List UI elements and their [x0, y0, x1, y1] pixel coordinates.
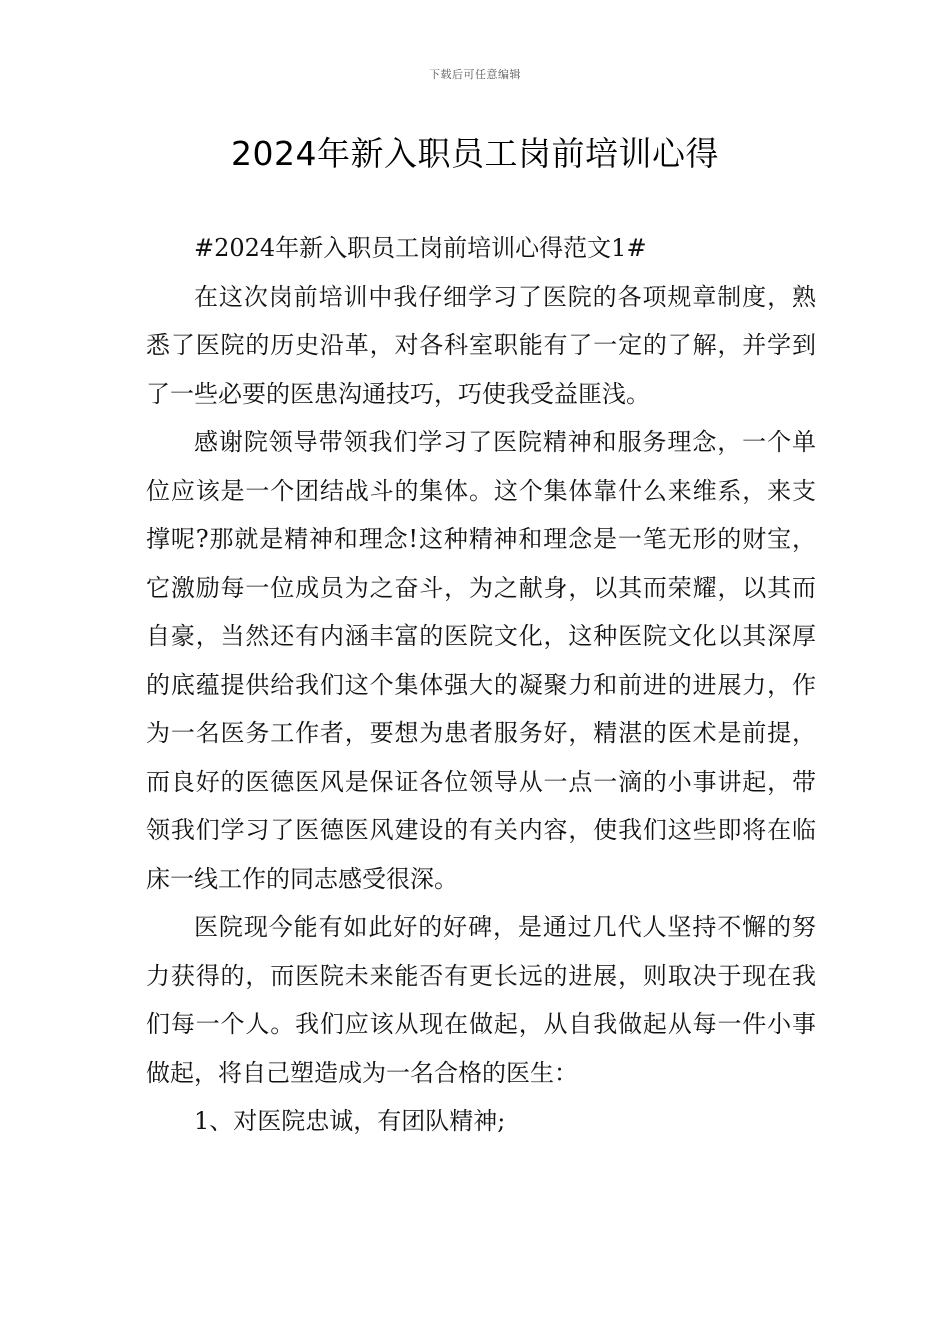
document-body: [146, 224, 816, 1146]
section-heading: #2024年新入职员工岗前培训心得范文1#: [194, 234, 647, 262]
document-title: 2024年新入职员工岗前培训心得: [231, 134, 719, 173]
list-item-1: 1、对医院忠诚，有团队精神;: [194, 1107, 506, 1135]
paragraph-3: 医院现今能有如此好的好碑，是通过几代人坚持不懈的努力获得的，而医院未来能否有更长远的进展，则取决于现在我们每一个人。我们应该从现在做起，从自我做起从每一件小事做起，将自己塑造成为一名合格的医生：: [146, 913, 816, 1087]
page-header-note: 下载后可任意编辑: [429, 68, 521, 81]
paragraph-2: 感谢院领导带领我们学习了医院精神和服务理念，一个单位应该是一个团结战斗的集体。这个集体靠什么来维系，来支撑呢?那就是精神和理念!这种精神和理念是一笔无形的财宝，它激励每一位成员为之奋斗，为之献身，以其而荣耀，以其而自豪，当然还有内涵丰富的医院文化，这种医院文化以其深厚的底蕴提供给我们这个集体强大的凝聚力和前进的进展力，作为一名医务工作者，要想为患者服务好，精湛的医术是前提，而良好的医德医风是保证各位领导从一点一滴的小事讲起，带领我们学习了医德医风建设的有关内容，使我们这些即将在临床一线工作的同志感受很深。: [146, 428, 816, 893]
paragraph-1: 在这次岗前培训中我仔细学习了医院的各项规章制度，熟悉了医院的历史沿革，对各科室职能有了一定的了解，并学到了一些必要的医患沟通技巧，巧使我受益匪浅。: [146, 282, 816, 408]
